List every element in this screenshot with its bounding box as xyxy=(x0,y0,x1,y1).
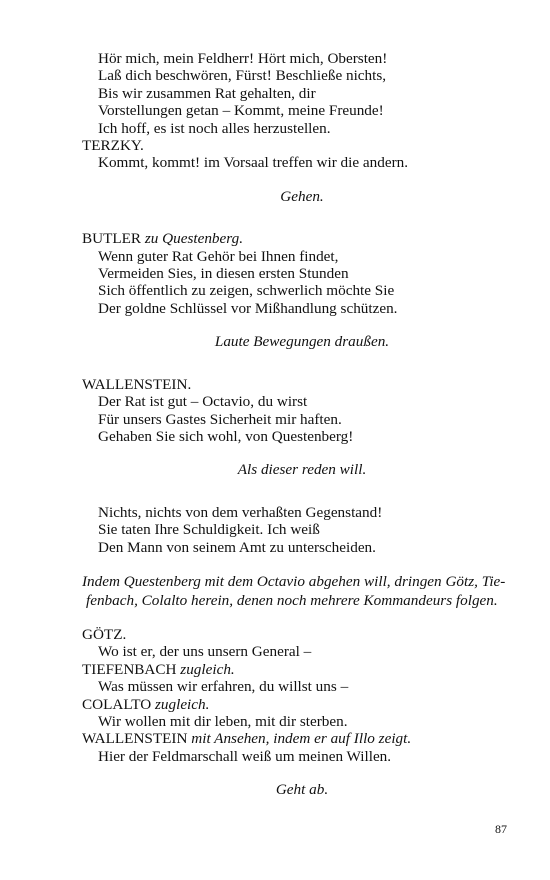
verse-line: Bis wir zusammen Rat gehalten, dir xyxy=(98,84,316,102)
speaker-butler xyxy=(82,230,522,247)
stage-direction-reden: Als dieser reden will. xyxy=(237,461,367,479)
verse-line: Wir wollen mit dir leben, mit dir sterben. xyxy=(98,712,348,730)
verse-line: Den Mann von seinem Amt zu unterscheiden. xyxy=(98,538,376,556)
verse-line: Hier der Feldmarschall weiß um meinen Willen. xyxy=(98,747,392,765)
verse-line: Sie taten Ihre Schuldigkeit. Ich weiß xyxy=(98,521,320,539)
stage-direction-gehen: Gehen. xyxy=(280,187,324,205)
verse-line: Wo ist er, der uns unsern General – xyxy=(98,643,312,661)
page-number: 87 xyxy=(495,822,507,836)
speaker-name: WALLENSTEIN xyxy=(82,730,188,748)
speaker-direction: zugleich. xyxy=(155,695,210,713)
verse-line: Gehaben Sie sich wohl, von Questenberg! xyxy=(98,427,354,445)
speaker-direction: zu Questenberg. xyxy=(144,230,243,248)
stage-direction-laute: Laute Bewegungen draußen. xyxy=(214,333,390,351)
speaker-colalto xyxy=(82,696,522,713)
speaker-direction: mit Ansehen, indem er auf Illo zeigt. xyxy=(191,730,412,748)
verse-line: Laß dich beschwören, Fürst! Beschließe nichts, xyxy=(98,67,387,85)
verse-line: Wenn guter Rat Gehör bei Ihnen findet, xyxy=(98,247,339,265)
verse-line: Für unsers Gastes Sicherheit mir haften. xyxy=(98,410,342,428)
speaker-tiefenbach xyxy=(82,661,522,678)
speaker-direction: zugleich. xyxy=(180,660,235,678)
stage-direction-entrance xyxy=(82,572,522,610)
verse-line: Der Rat ist gut – Octavio, du wirst xyxy=(98,393,308,411)
verse-line: Sich öffentlich zu zeigen, schwerlich möchte Sie xyxy=(98,282,395,300)
stage-direction-line: Indem Questenberg mit dem Octavio abgehen will, dringen Götz, Tie- xyxy=(82,572,506,590)
stage-direction-geht-ab: Geht ab. xyxy=(275,781,329,799)
verse-line: Hör mich, mein Feldherr! Hört mich, Obersten! xyxy=(98,50,388,67)
speaker-wallenstein-2 xyxy=(82,730,522,747)
verse-line: Vorstellungen getan – Kommt, meine Freunde! xyxy=(98,102,384,120)
speaker-terzky: TERZKY. xyxy=(82,137,144,155)
verse-line: Der goldne Schlüssel vor Mißhandlung schützen. xyxy=(98,299,398,317)
verse-line: Kommt, kommt! im Vorsaal treffen wir die andern. xyxy=(98,154,409,172)
text-page xyxy=(82,50,522,799)
speaker-name: COLALTO xyxy=(82,695,152,713)
verse-line: Ich hoff, es ist noch alles herzustellen. xyxy=(98,119,331,137)
verse-line: Nichts, nichts von dem verhaßten Gegenstand! xyxy=(98,503,383,521)
speaker-name: TIEFENBACH xyxy=(82,660,177,678)
speaker-wallenstein: WALLENSTEIN. xyxy=(82,375,192,393)
speaker-goetz: GÖTZ. xyxy=(82,625,127,643)
verse-line: Was müssen wir erfahren, du willst uns – xyxy=(98,678,349,696)
verse-line: Vermeiden Sies, in diesen ersten Stunden xyxy=(98,265,349,283)
speaker-name: BUTLER xyxy=(82,230,142,248)
stage-direction-line: fenbach, Colalto herein, denen noch mehrere Kommandeurs folgen. xyxy=(86,591,498,609)
